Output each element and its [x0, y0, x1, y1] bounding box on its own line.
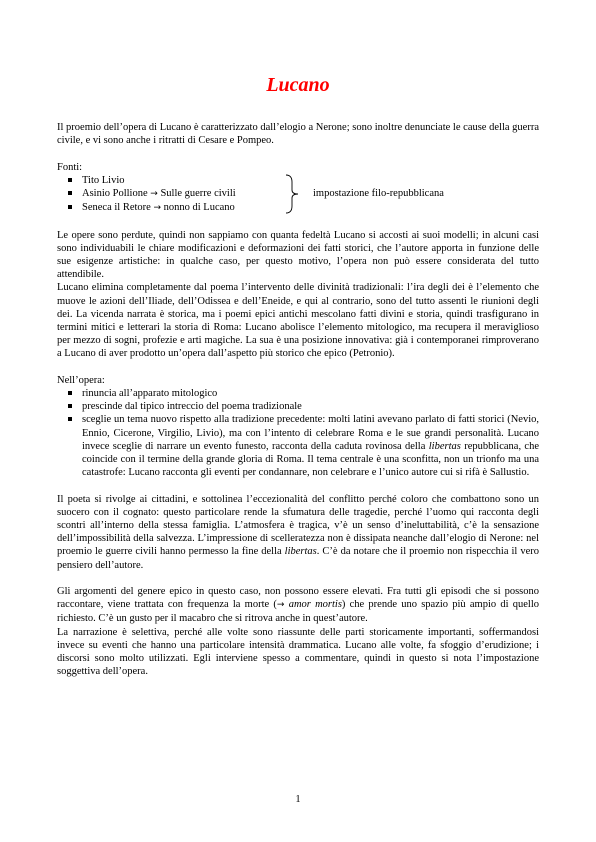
square-bullet-icon: [68, 205, 72, 209]
list-item: Tito Livio: [57, 174, 539, 187]
square-bullet-icon: [68, 417, 72, 421]
right-arrow-icon: →: [153, 203, 161, 214]
list-item: prescinde dal tipico intreccio del poema tradizionale: [57, 400, 539, 413]
right-arrow-icon: →: [276, 600, 285, 611]
paragraph-narration: La narrazione è selettiva, perché alle volte sono riassunte delle parti storicamente importanti, soffermandosi invece su eventi che hanno una particolare intensità drammatica. Lucano alle volte, fa sfoggio d’erudizione; i discorsi sono molto utilizzati. Egli interviene spesso a commentare, quindi in questo si nota l’impostazione soggettiva dell’opera.: [57, 626, 539, 678]
square-bullet-icon: [68, 191, 72, 195]
page-number: 1: [295, 794, 301, 805]
list-item: rinuncia all’apparato mitologico: [57, 387, 539, 400]
paragraph-sources: Le opere sono perdute, quindi non sappiamo con quanta fedeltà Lucano si accosti ai suoi modelli; in alcuni casi sono individuabili le chiare modificazioni e deformazioni dei fatti storici, che l’autore apporta in funzione delle sue esigenze artistiche: in qualche caso, per questo motivo, l’opera non può essere considerata del tutto attendibile.: [57, 229, 539, 281]
list-item: Seneca il Retore → nonno di Lucano: [57, 201, 539, 215]
nellopera-heading: Nell’opera:: [57, 374, 105, 386]
intro-paragraph: Il proemio dell’opera di Lucano è caratterizzato dall’elogio a Nerone; sono inoltre denunciate le cause della guerra civile, e vi sono anche i ritratti di Cesare e Pompeo.: [57, 122, 539, 147]
list-item: Asinio Pollione → Sulle guerre civili: [57, 187, 539, 201]
square-bullet-icon: [68, 404, 72, 408]
document-body: [57, 121, 539, 678]
list-item: sceglie un tema nuovo rispetto alla tradizione precedente: molti latini avevano parlato di fatti storici (Nevio, Ennio, Cicerone, Virgilio, Livio), ma con l’intento di celebrare Roma e le sue grandi personalità. Lucano invece sceglie di narrare un evento funesto, racconta della caduta rovinosa della libertas repubblicana, che coincide con il termine della grande gloria di Roma. Il tema centrale è una sconfitta, non un trionfo ma una catastrofe: Lucano racconta gli eventi per condannare, non celebrare e l’unico autore cui si rifà è Sallustio.: [57, 413, 539, 479]
square-bullet-icon: [68, 178, 72, 182]
brace-label: impostazione filo-repubblicana: [313, 187, 444, 199]
square-bullet-icon: [68, 391, 72, 395]
right-brace-icon: [284, 174, 300, 214]
nellopera-list: [57, 387, 539, 479]
paragraph-tragedy: Il poeta si rivolge ai cittadini, e sottolinea l’eccezionalità del conflitto perché coloro che combattono sono un suocero con il cognato: questo particolare rende la sfumatura delle tragedie, perché l’uomo qui racconta degli scontri all’interno della stessa famiglia. L’atmosfera è tragica, v’è un senso d’ineluttabilità, c’è la sensazione dell’impossibilità della salvezza. L’impressione di scelleratezza non è dissipata neanche dall’elogio di Nerone: nel proemio le guerre civili hanno permesso la fine della libertas. C’è da notare che il proemio non rispecchia il vero pensiero dell’autore.: [57, 493, 539, 571]
fonti-list: [57, 174, 539, 216]
paragraph-divinities: Lucano elimina completamente dal poema l’intervento delle divinità tradizionali: l’ira degli dei è l’elemento che muove le azioni dell’Iliade, dell’Odissea e dell’Eneide, e qui al contrario, sono del tutto assenti le riunioni degli dei. La vicenda narrata è storica, ma i poemi epici antichi mescolano fatti divini e storia, quindi trasfigurano in termini mitici e letterari la storia di Roma: Lucano abolisce l’elemento mitologico, ma recupera il meraviglioso per mezzo di sogni, profezie e arti magiche. La sua è una posizione innovativa: già i contemporanei rimproverano a Lucano di aver prodotto un’opera dall’aspetto più storico che epico (Petronio).: [57, 282, 539, 360]
document-title: Lucano: [266, 74, 330, 96]
right-arrow-icon: →: [150, 189, 158, 199]
paragraph-epic-themes: Gli argomenti del genere epico in questo caso, non possono essere elevati. Fra tutti gli episodi che si possono raccontare, viene trattata con frequenza la morte (→ amor mortis) che prende uno spazio più ampio di quello richiesto. C’è un gusto per il macabro che si ritrova anche in quest’autore.: [57, 586, 539, 625]
fonti-heading: Fonti:: [57, 161, 83, 173]
